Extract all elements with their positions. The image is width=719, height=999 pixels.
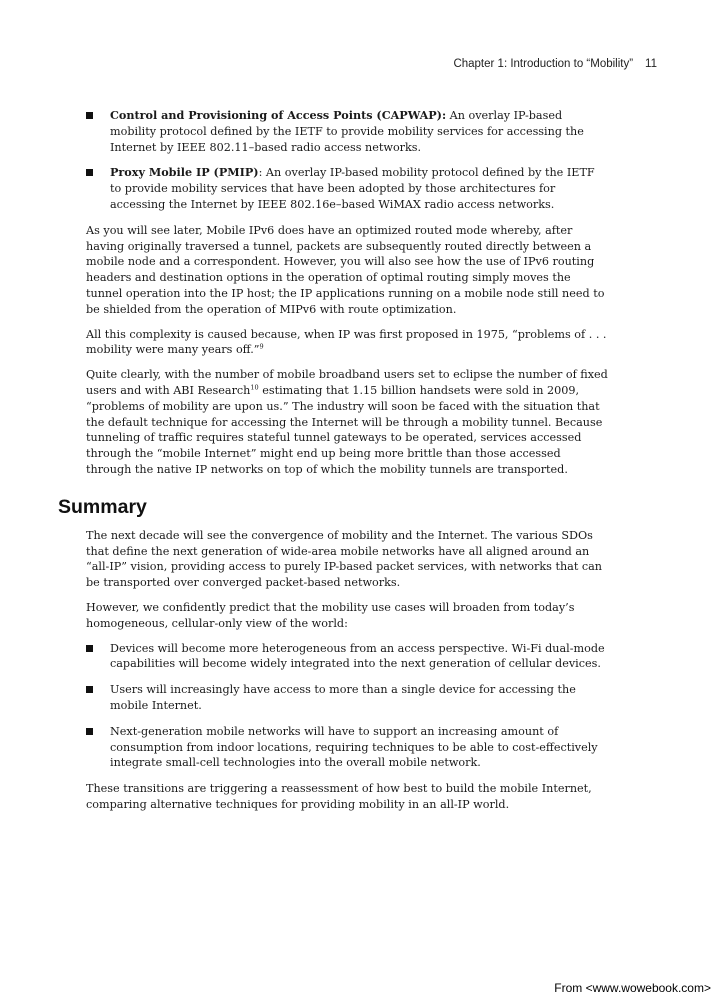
paragraph-route-optimization: As you will see later, Mobile IPv6 does have an optimized routed mode whereby, after having originally traversed a tunnel, packets are subsequently routed directly between a mobile node and a correspondent. However, you will also see how the use of IPv6 routing headers and destination options in the operation of optimal routing simply moves the tunnel operation into the IP host; the IP applications running on a mobile node still need to be shielded from the operation of MIPv6 with route optimization. [86,223,605,316]
list-item [86,108,608,155]
paragraph-text: estimating that 1.15 billion handsets were sold in 2009, “problems of mobility are upon us.” The industry will soon be faced with the situation that the default technique for accessing the Internet will be through a mobility tunnel. Because tunneling of traffic requires stateful tunnel gateways to be operated, services accessed through the “mobile Internet” might end up being more brittle than those accessed through the native IP networks on top of which the mobility tunnels are transported. [86,383,603,476]
summary-bullet-list [86,641,608,772]
bullet-text: : An overlay IP-based mobility protocol defined by the IETF to provide mobility services that have been adopted by those architectures for accessing the Internet by IEEE 802.16e–based WiMAX radio access networks. [110,166,595,211]
paragraph-text: All this complexity is caused because, when IP was first proposed in 1975, “problems of . . . mobility were many years off.” [86,327,607,357]
bullet-text: Next-generation mobile networks will have to support an increasing amount of consumption from indoor locations, requiring techniques to be able to cost-effectively integrate small-cell technologies into the overall mobile network. [110,724,598,770]
bullet-text: Users will increasingly have access to more than a single device for accessing the mobile Internet. [110,683,576,712]
source-footer: From <www.wowebook.com> [554,981,711,995]
bullet-term: Control and Provisioning of Access Points (CAPWAP): [110,108,447,122]
summary-paragraph-predict: However, we confidently predict that the mobility use cases will broaden from today’s homogeneous, cellular-only view of the world: [86,600,575,630]
paragraph-text: Quite clearly, with the number of mobile broadband users set to eclipse the number of fixed users and with ABI Research [86,368,608,397]
summary-paragraph-convergence: The next decade will see the convergence of mobility and the Internet. The various SDOs that define the next generation of wide-area mobile networks have all aligned around an “all-IP” vision, providing access to purely IP-based packet services, with networks that can be transported over converged packet-based networks. [86,528,603,590]
bullet-text: Devices will become more heterogeneous from an access perspective. Wi-Fi dual-mode capabilities will become widely integrated into the next generation of cellular devices. [110,641,605,671]
paragraph-complexity [86,327,608,359]
square-bullet-icon [86,686,93,693]
running-header [453,58,657,70]
list-item [86,724,608,771]
page-number: 11 [645,58,657,70]
protocol-bullet-list [86,108,608,213]
list-item [86,641,608,673]
square-bullet-icon [86,645,93,652]
list-item [86,682,608,714]
summary-paragraph-transitions: These transitions are triggering a reassessment of how best to build the mobile Internet, comparing alternative techniques for providing mobility in an all-IP world. [86,782,592,811]
paragraph-mobile-broadband [86,367,608,478]
list-item [86,165,608,212]
footnote-ref: 10 [250,383,259,392]
footnote-ref: 9 [259,342,264,351]
summary-heading: Summary [58,495,147,518]
square-bullet-icon [86,728,93,735]
bullet-text: An overlay IP-based mobility protocol defined by the IETF to provide mobility services for accessing the Internet by IEEE 802.11–based radio access networks. [110,109,584,154]
chapter-title: Chapter 1: Introduction to “Mobility” [453,58,634,70]
square-bullet-icon [86,169,93,176]
bullet-term: Proxy Mobile IP (PMIP) [110,165,259,180]
page-body [58,108,608,822]
square-bullet-icon [86,112,93,119]
